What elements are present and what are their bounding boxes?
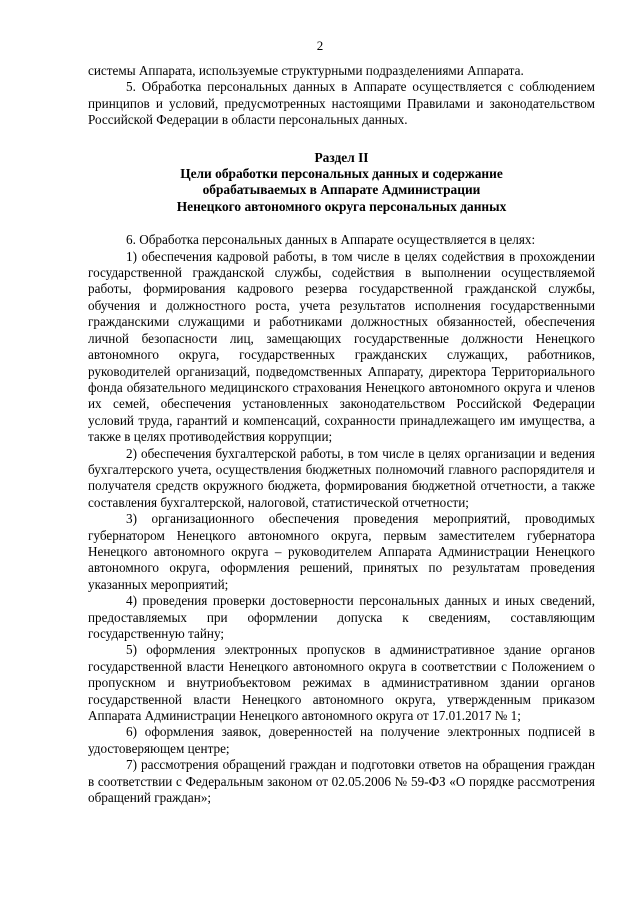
list-item-6: 6) оформления заявок, доверенностей на получение электронных подписей в удостоверяющем центре; [88, 724, 595, 756]
section-heading-line: Цели обработки персональных данных и содержание [180, 166, 503, 182]
page-number: 2 [316, 38, 324, 53]
list-item-7: 7) рассмотрения обращений граждан и подготовки ответов на обращения граждан в соответствии с Федеральным законом от 02.05.2006 № 59-ФЗ «О порядке рассмотрения обращений граждан»; [88, 757, 595, 806]
list-item-3: 3) организационного обеспечения проведения мероприятий, проводимых губернатором Ненецкого автономного округа, первым заместителем губернатора Ненецкого автономного округа – руководителем Аппарата Администрации Ненецкого автономного округа, оформления решений, принятых по результатам проведения указанных мероприятий; [88, 511, 595, 592]
list-item-2: 2) обеспечения бухгалтерской работы, в том числе в целях организации и ведения бухгалтерского учета, осуществления бюджетных полномочий главного распорядителя и получателя средств окружного бюджета, формирования бюджетной отчетности, а также составления бухгалтерской, налоговой, статистической отчетности; [88, 445, 595, 510]
list-item-4: 4) проведения проверки достоверности персональных данных и иных сведений, предоставляемых при оформлении допуска к сведениям, составляющим государственную тайну; [88, 593, 595, 641]
section-title: Раздел II [314, 149, 369, 165]
paragraph-5: 5. Обработка персональных данных в Аппарате осуществляется с соблюдением принципов и условий, предусмотренных настоящими Правилами и законодательством Российской Федерации в области персональных данных. [88, 79, 595, 128]
section-heading-line: Ненецкого автономного округа персональных данных [176, 198, 507, 214]
list-item-5: 5) оформления электронных пропусков в административное здание органов государственной власти Ненецкого автономного округа в соответствии с Положением о пропускном и внутриобъектовом режимах в административном здании органов государственной власти Ненецкого автономного округа, утвержденным приказом Аппарата Администрации Ненецкого автономного округа от 17.01.2017 № 1; [88, 642, 595, 724]
paragraph-6: 6. Обработка персональных данных в Аппарате осуществляется в целях: [126, 232, 536, 248]
document-body [88, 63, 595, 806]
intro-continuation: системы Аппарата, используемые структурными подразделениями Аппарата. [88, 63, 524, 78]
list-item-1: 1) обеспечения кадровой работы, в том числе в целях содействия в прохождении государственной гражданской службы, содействия в выполнении осуществляемой работы, формирования кадрового резерва государственной гражданской службы, обучения и должностного роста, учета результатов исполнения государственными гражданскими служащими и работниками должностных обязанностей, обеспечения личной безопасности лиц, замещающих государственные должности Ненецкого автономного округа, государственных гражданских служащих, работников, руководителей организаций, подведомственных Аппарату, директора Территориального фонда обязательного медицинского страхования Ненецкого автономного округа и членов их семей, обеспечения установленных законодательством Российской Федерации условий труда, гарантий и компенсаций, сохранности принадлежащего им имущества, а также в целях противодействия коррупции; [88, 248, 595, 445]
section-heading [88, 150, 595, 216]
section-heading-line: обрабатываемых в Аппарате Администрации [202, 182, 481, 198]
